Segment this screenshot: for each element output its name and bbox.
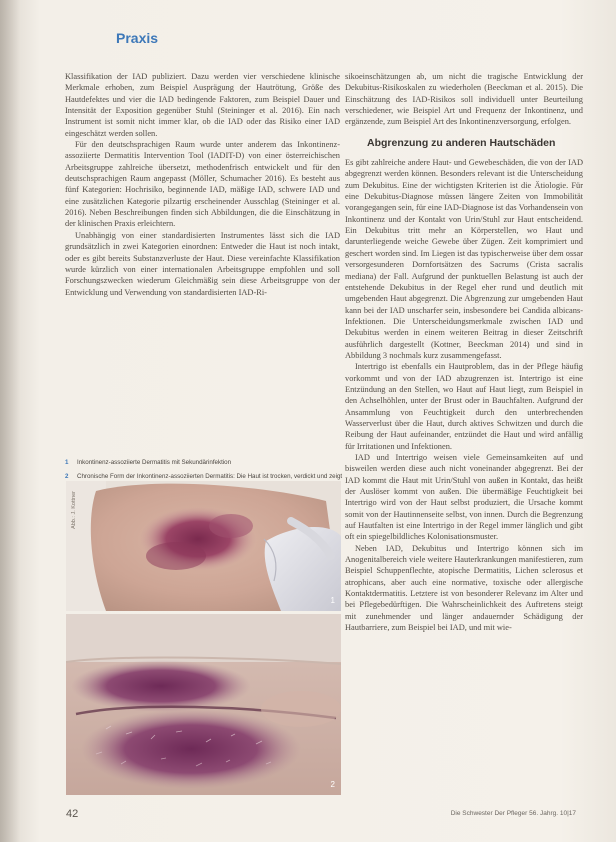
section-subheading: Abgrenzung zu anderen Hautschäden — [367, 136, 556, 149]
caption-number: 2 — [65, 472, 69, 480]
right-paragraph: Intertrigo ist ebenfalls ein Hautproblem, das in der Pflege häufig vorkommt und von der IAD abzugrenzen ist. Intertrigo ist eine Entzündung an den Stellen, wo Haut auf Haut liegt, zum Beispiel in den Achselhöhlen, unter der Brust oder in Bauchfalten. Aufgrund der Ansammlung von Feuchtigkeit durch den unterbrechenden Wasserverlust über die Haut, durch aktives Schwitzen und durch die Reibung der Haut aufeinander, entzündet die Haut und wird anfällig für Irritationen und Infektionen. — [345, 362, 583, 451]
right-column — [345, 71, 583, 831]
photo-2-image — [66, 614, 341, 795]
page-number: 42 — [66, 808, 79, 820]
photo-1-image — [66, 481, 341, 611]
left-paragraph: Für den deutschsprachigen Raum wurde unter anderem das Inkontinenz-assoziierte Dermatitis Intervention Tool (IADIT-D) von einer österreichischen Arbeitsgruppe zahlreiche übersetzt, methodenfrisch entwickelt und für den deutschsprachigen Raum angepasst (Möller, Schumacher 2016). Es besteht aus fünf Kategorien: Hochrisiko, beginnende IAD, mäßige IAD, schwere IAD und eine zusätzlichen Kategorie pilzartig erscheinender Ausschlag (Steininger et al. 2016). Neben Beschreibungen finden sich Abbildungen, die die Einschätzung in der klinischen Praxis erleichtern. — [65, 140, 340, 229]
caption-1 — [65, 459, 345, 468]
photo-skin-infection — [66, 481, 341, 611]
caption-text: Inkontinenz-assoziierte Dermatitis mit Sekundärinfektion — [77, 459, 232, 466]
section-label: Praxis — [116, 30, 159, 46]
left-paragraph: Unabhängig von einer standardisierten Instrumentes lässt sich die IAD grundsätzlich in zwei Kategorien einordnen: Entweder die Haut ist noch intakt, oder es gibt bereits Substanzverluste der Haut. Diese vereinfachte Klassifikation wurde kürzlich von einer internationalen Arbeitsgruppe empfohlen und soll Forschungszwecken wiederum Gleichmäßig sein diese Arbeitsgruppe von der Entwicklung und Verwendung von standardisierten IAD-Ri- — [65, 230, 340, 297]
photo-chronic-dermatitis — [66, 614, 341, 795]
right-intro-paragraph: sikoeinschätzungen ab, um nicht die tragische Entwicklung der Dekubitus-Risikoskalen zu wiederholen (Beeckman et al. 2015). Die Einschätzung des IAD-Risikos soll individuell unter Beurteilung verschiedener, wie Beispiel Art und Frequenz der Inkontinenz, und ergänzende, zum Beispiel Art des Inkontinenzversorgung, erfolgen. — [345, 72, 583, 127]
binding-shadow — [0, 0, 20, 842]
photo-credit: Abb.: J. Kottner — [71, 491, 77, 529]
caption-text: Chronische Form der Inkontinenz-assoziierten Dermatitis: Die Haut ist trocken, verdickt und zeigt — [77, 472, 343, 480]
journal-footer: Die Schwester Der Pfleger 56. Jahrg. 10|17 — [450, 810, 576, 817]
right-paragraph: Neben IAD, Dekubitus und Intertrigo können sich im Anogenitalbereich viele weitere Hauterkrankungen manifestieren, zum Beispiel Schuppenflechte, atopische Dermatitis, Lichen sclerosus et atrophicans, aber auch eine normative, toxische oder allergische Kontaktdermatitis. Letztere ist von besonderer Relevanz im Alter und bei Pflegebedürftigen. Die Wahrscheinlichkeit des Auftretens steigt mit zunehmender und länger andauernder Schädigung der Hautbarriere, zum Beispiel bei IAD, und mit wie- — [345, 543, 583, 633]
left-column — [65, 71, 340, 451]
photo-label: 1 — [330, 596, 335, 605]
left-paragraph: Klassifikation der IAD publiziert. Dazu werden vier verschiedene klinische Merkmale erhoben, zum Beispiel Ausprägung der Hautrötung, Größe des Hautdefektes und vier die IAD bedingende Faktoren, zum Beispiel Dauer und Intensität der Exposition gegenüber Stuhl (Steininger et al. 2016). Ein nach Instrument ist somit nicht immer klar, ob die IAD oder das Risiko einer IAD eingeschätzt werden sollen. — [65, 72, 340, 138]
caption-number: 1 — [65, 459, 69, 466]
right-paragraph: Es gibt zahlreiche andere Haut- und Gewebeschäden, die von der IAD abgegrenzt werden können. Besonders relevant ist die Unterscheidung zum Dekubitus. Eine der wichtigsten Kriterien ist die Ätiologie. Für eine Dekubitus-Diagnose müssen längere Zeiten von Immobilität vorangegangen sein, für eine IAD-Diagnose ist das Vorhandensein von Inkontinenz und der Kontakt von Urin/Stuhl zur Haut entscheidend. Ein Dekubitus tritt mehr an Körperstellen, wo Haut und darunterliegende weiche Gewebe über Zügen. Zeit komprimiert und geschert worden sind. Im Liegen ist das typischerweise über dem ossar versorgesunderen Dornfortsätzen des Sacrums (Crista sacralis mediana) der Fall. Aufgrund der punktuellen Belastung ist auch der entstehende Dekubitus in der Regel eher rund und deutlich mit umgebenden Haut abgegrenzt. Die Abgrenzung zur umgebenden Haut kann bei der IAD unscharfer sein, insbesondere bei Candida albicans-Infektionen. Die Unterscheidungsmerkmale zwischen IAD und Dekubitus werden in einem weiteren Beitrag in dieser Zeitschrift ausführlich dargestellt (Kottner, Beeckman 2014) und sind in Abbildung 3 nochmals kurz zusammengefasst. — [345, 158, 583, 360]
photo-label: 2 — [330, 780, 335, 789]
right-paragraph: IAD und Intertrigo weisen viele Gemeinsamkeiten auf und bisweilen werden diese auch nicht voneinander abgegrenzt. Bei der IAD kommt die Haut mit Urin/Stuhl von außen in Kontakt, das heißt der Auslöser kommt von außen. Die übermäßige Feuchtigkeit bei Intertrigo wird von der Haut selbst produziert, die Ursache kommt somit von der Hautinnenseite selbst, von innen. Durch die Begrenzung auf Hautfalten ist eine Intertrigo in der Regel immer länglich und gibt oft ein spiegelbildliches Kolonisationsmuster. — [345, 453, 583, 542]
